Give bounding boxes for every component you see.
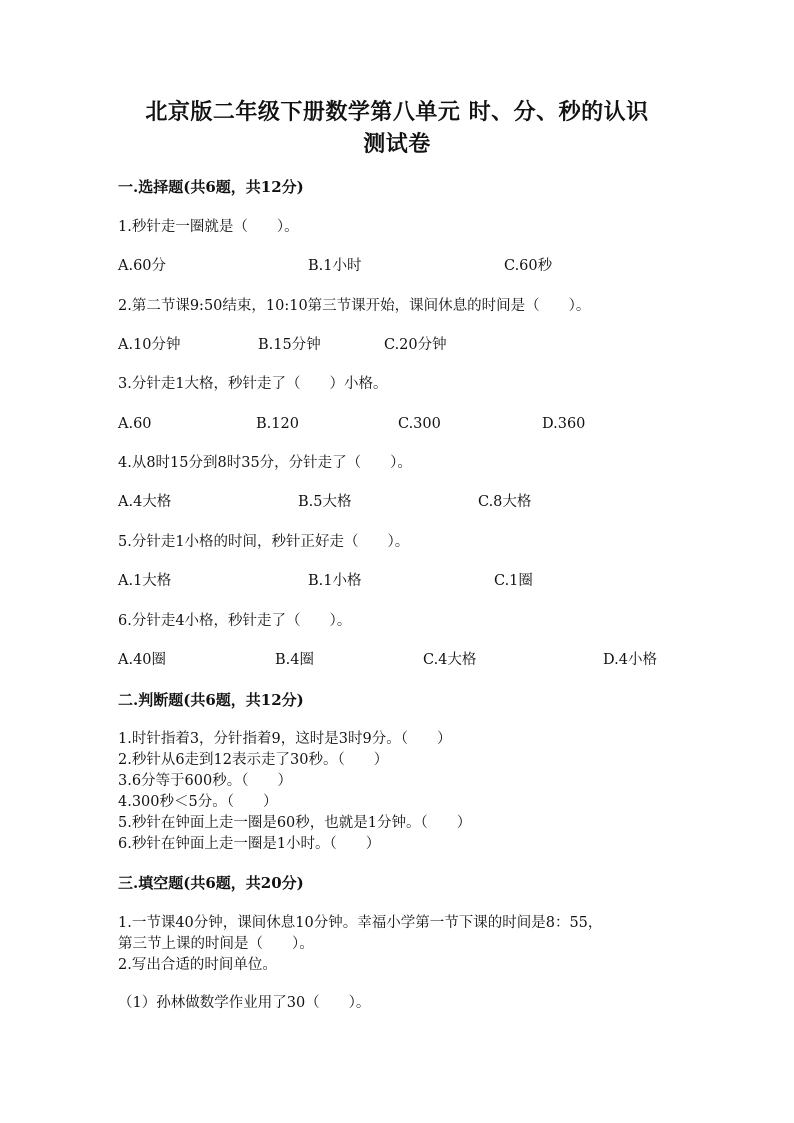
choice-option: C.1圈 bbox=[494, 573, 533, 589]
choice-option: C.60秒 bbox=[504, 258, 553, 274]
choice-option: C.4大格 bbox=[423, 652, 477, 668]
choice-option: B.1小格 bbox=[308, 573, 362, 589]
choice-question-5: 5.分针走1小格的时间，秒针正好走（ ）。 bbox=[118, 534, 410, 550]
choice-question-3: 3.分针走1大格，秒针走了（ ）小格。 bbox=[118, 376, 388, 392]
true-false-item: 2.秒针从6走到12表示走了30秒。（ ） bbox=[118, 752, 389, 768]
fill-blank-question-1-line1: 1.一节课40分钟，课间休息10分钟。幸福小学第一节下课的时间是8：55， bbox=[118, 915, 603, 931]
choice-question-2: 2.第二节课9:50结束，10:10第三节课开始，课间休息的时间是（ ）。 bbox=[118, 298, 591, 314]
choice-option: A.60 bbox=[118, 416, 152, 432]
choice-option: B.1小时 bbox=[308, 258, 362, 274]
choice-option: C.300 bbox=[398, 416, 441, 432]
fill-blank-question-2: 2.写出合适的时间单位。 bbox=[118, 957, 277, 973]
choice-option: A.40圈 bbox=[118, 652, 167, 668]
choice-option: B.15分钟 bbox=[258, 337, 321, 353]
worksheet-title-line1: 北京版二年级下册数学第八单元 时、分、秒的认识 bbox=[145, 99, 649, 125]
fill-blank-question-2-sub1: （1）孙林做数学作业用了30（ ）。 bbox=[118, 995, 371, 1011]
choice-question-4: 4.从8时15分到8时35分，分针走了（ ）。 bbox=[118, 455, 412, 471]
choice-option: C.8大格 bbox=[478, 494, 532, 510]
choice-option: B.120 bbox=[256, 416, 299, 432]
choice-question-1: 1.秒针走一圈就是（ ）。 bbox=[118, 219, 299, 235]
choice-option: A.4大格 bbox=[118, 494, 172, 510]
choice-option: D.360 bbox=[542, 416, 586, 432]
true-false-item: 1.时针指着3，分针指着9，这时是3时9分。（ ） bbox=[118, 731, 452, 747]
choice-option: A.1大格 bbox=[118, 573, 172, 589]
true-false-item: 4.300秒＜5分。（ ） bbox=[118, 794, 278, 810]
fill-blank-question-1-line2: 第三节上课的时间是（ ）。 bbox=[118, 936, 314, 952]
worksheet-title-line2: 测试卷 bbox=[363, 131, 431, 157]
section-heading-fill-blank: 三.填空题(共6题，共20分) bbox=[118, 874, 304, 892]
true-false-item: 6.秒针在钟面上走一圈是1小时。（ ） bbox=[118, 836, 381, 852]
choice-option: D.4小格 bbox=[603, 652, 657, 668]
choice-option: C.20分钟 bbox=[384, 337, 447, 353]
choice-option: B.4圈 bbox=[275, 652, 314, 668]
choice-option: B.5大格 bbox=[298, 494, 352, 510]
choice-option: A.60分 bbox=[118, 258, 167, 274]
section-heading-true-false: 二.判断题(共6题，共12分) bbox=[118, 691, 304, 709]
choice-option: A.10分钟 bbox=[118, 337, 181, 353]
choice-question-6: 6.分针走4小格，秒针走了（ ）。 bbox=[118, 613, 352, 629]
true-false-item: 5.秒针在钟面上走一圈是60秒，也就是1分钟。（ ） bbox=[118, 815, 472, 831]
section-heading-choice: 一.选择题(共6题，共12分) bbox=[118, 178, 304, 196]
true-false-item: 3.6分等于600秒。（ ） bbox=[118, 773, 292, 789]
